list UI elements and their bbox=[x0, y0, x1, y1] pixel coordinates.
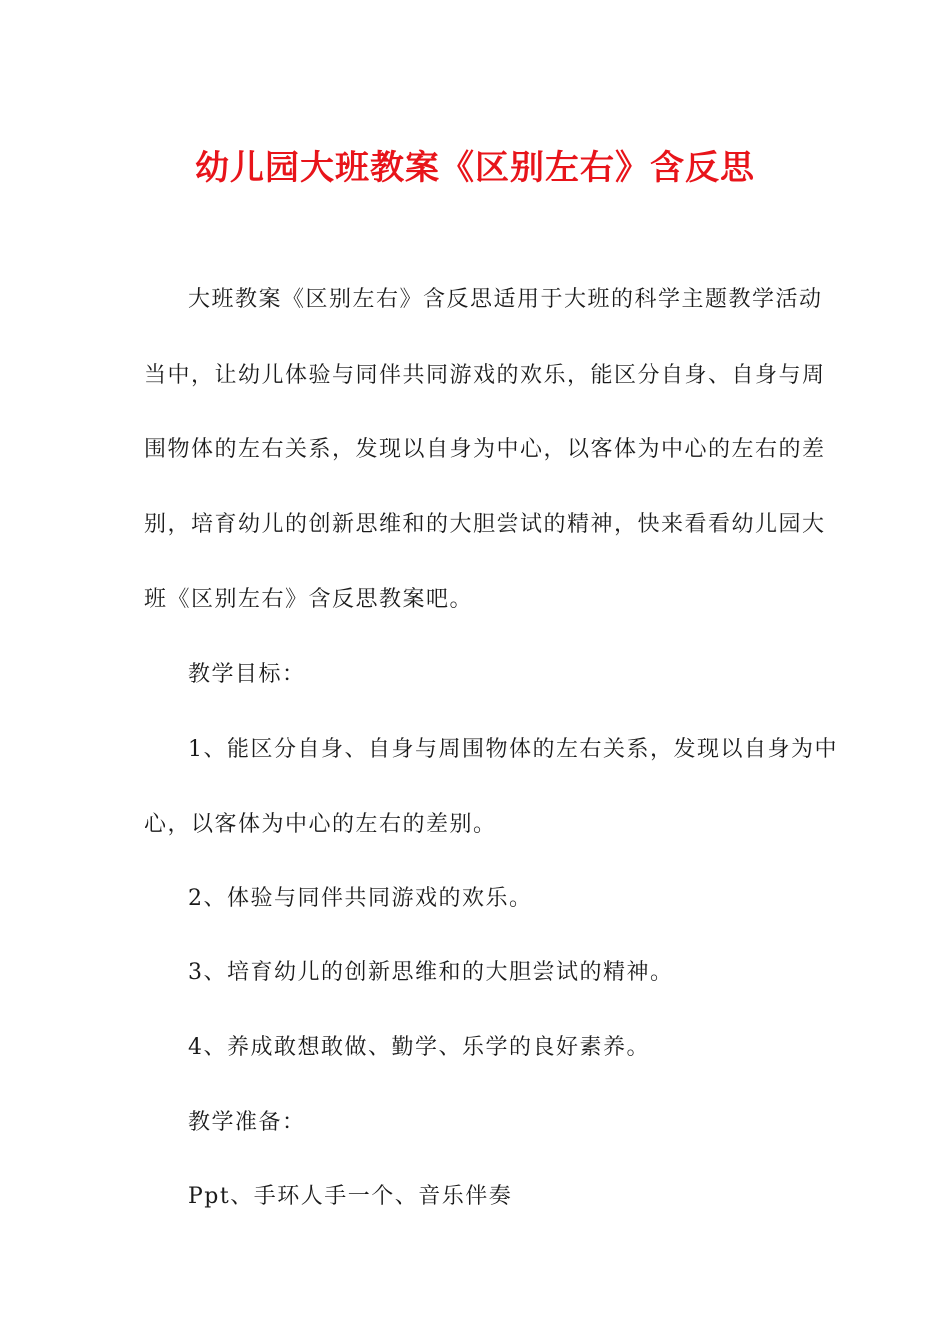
objective-1-line-2: 心，以客体为中心的左右的差别。 bbox=[144, 812, 497, 837]
preparation-materials: Ppt、手环人手一个、音乐伴奏 bbox=[188, 1184, 513, 1209]
intro-line-2: 当中，让幼儿体验与同伴共同游戏的欢乐，能区分自身、自身与周 bbox=[144, 363, 826, 388]
objective-2: 2、体验与同伴共同游戏的欢乐。 bbox=[188, 886, 533, 911]
objective-4: 4、养成敢想敢做、勤学、乐学的良好素养。 bbox=[188, 1035, 650, 1060]
intro-line-1: 大班教案《区别左右》含反思适用于大班的科学主题教学活动 bbox=[188, 287, 823, 312]
objective-3: 3、培育幼儿的创新思维和的大胆尝试的精神。 bbox=[188, 960, 674, 985]
section-heading-preparation: 教学准备： bbox=[188, 1110, 306, 1135]
intro-line-4: 别，培育幼儿的创新思维和的大胆尝试的精神，快来看看幼儿园大 bbox=[144, 512, 826, 537]
section-heading-objectives: 教学目标： bbox=[188, 662, 306, 687]
intro-line-3: 围物体的左右关系，发现以自身为中心，以客体为中心的左右的差 bbox=[144, 437, 826, 462]
intro-line-5: 班《区别左右》含反思教案吧。 bbox=[144, 587, 474, 612]
objective-1-line-1: 1、能区分自身、自身与周围物体的左右关系，发现以自身为中 bbox=[188, 737, 838, 762]
document-title: 幼儿园大班教案《区别左右》含反思 bbox=[195, 148, 755, 188]
